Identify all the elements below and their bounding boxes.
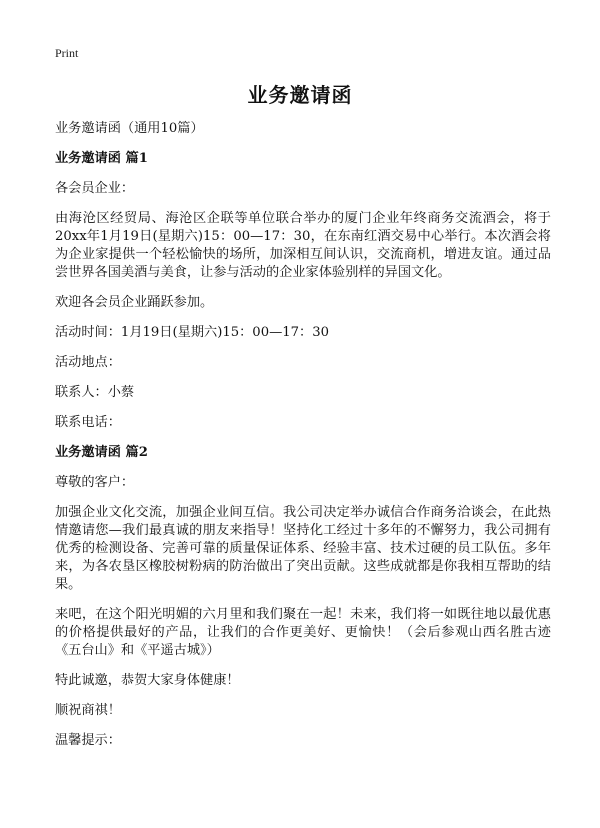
section-1-welcome: 欢迎各会员企业踊跃参加。 bbox=[55, 295, 214, 310]
section-1-time: 活动时间：1月19日(星期六)15：00—17：30 bbox=[55, 325, 330, 340]
section-2-body-2: 来吧，在这个阳光明媚的六月里和我们聚在一起！未来，我们将一如既往地以最优惠的价格提供最好的产品，让我们的合作更美好、更愉快！（会后参观山西名胜古迹《五台山》和《平遥古城》） bbox=[55, 607, 551, 658]
section-2-heading: 业务邀请函 篇2 bbox=[55, 445, 148, 460]
section-2-reminder: 温馨提示： bbox=[55, 733, 121, 748]
section-2-closing: 顺祝商祺！ bbox=[55, 703, 121, 718]
section-1-heading: 业务邀请函 篇1 bbox=[55, 151, 148, 166]
section-2-greeting: 特此诚邀，恭贺大家身体健康！ bbox=[55, 673, 240, 688]
section-1-salutation: 各会员企业： bbox=[55, 181, 135, 196]
document-content bbox=[55, 120, 551, 762]
section-2-salutation: 尊敬的客户： bbox=[55, 475, 135, 490]
section-1-location: 活动地点： bbox=[55, 355, 121, 370]
document-subtitle: 业务邀请函（通用10篇） bbox=[55, 121, 204, 136]
section-1-body: 由海沧区经贸局、海沧区企联等单位联合举办的厦门企业年终商务交流酒会，将于20xx年1月19日(星期六)15：00—17：30，在东南红酒交易中心举行。本次酒会将为企业家提供一个轻松愉快的场所，加深相互间认识，交流商机，增进友谊。通过品尝世界各国美酒与美食，让参与活动的企业家体验别样的异国文化。 bbox=[55, 211, 551, 280]
print-label: Print bbox=[55, 46, 79, 60]
document-title: 业务邀请函 bbox=[247, 83, 353, 107]
section-1-contact: 联系人：小蔡 bbox=[55, 385, 135, 400]
section-2-body-1: 加强企业文化交流，加强企业间互信。我公司决定举办诚信合作商务洽谈会，在此热情邀请您—我们最真诚的朋友来指导！坚持化工经过十多年的不懈努力，我公司拥有优秀的检测设备、完善可靠的质量保证体系、经验丰富、技术过硬的员工队伍。多年来，为各农垦区橡胶树粉病的防治做出了突出贡献。这些成就都是你我相互帮助的结果。 bbox=[55, 505, 551, 592]
section-1-phone: 联系电话： bbox=[55, 415, 121, 430]
